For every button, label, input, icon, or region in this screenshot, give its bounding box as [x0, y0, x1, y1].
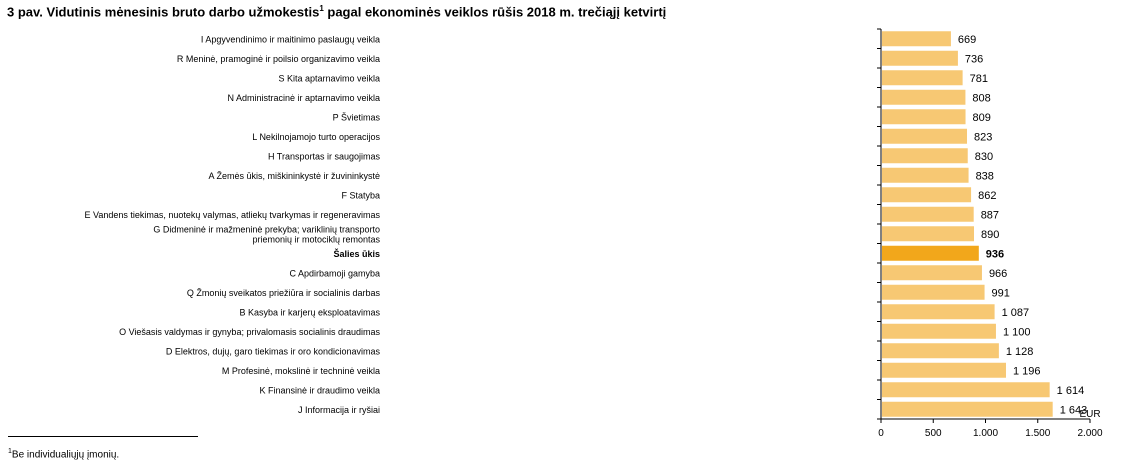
bar [882, 90, 965, 105]
x-axis-label: EUR [1079, 409, 1101, 420]
value-label: 966 [988, 267, 1008, 280]
category-label: Q Žmonių sveikatos priežiūra ir socialinis darbas [186, 287, 380, 298]
bar [882, 363, 1006, 378]
category-label: L Nekilnojamojo turto operacijos [252, 131, 380, 142]
value-label: 862 [978, 189, 997, 202]
value-label: 1 643 [1059, 404, 1088, 417]
bar [882, 109, 966, 124]
bar [882, 304, 995, 319]
value-label: 823 [974, 131, 993, 144]
value-label: 838 [975, 170, 994, 183]
value-label: 887 [980, 209, 1000, 222]
value-label: 1 087 [1001, 306, 1030, 319]
bar [882, 51, 958, 66]
category-label: C Apdirbamoji gamyba [289, 268, 380, 279]
bar [882, 324, 996, 339]
category-label: G Didmeninė ir mažmeninė prekyba; variklinių transporto [153, 224, 380, 235]
bar [882, 207, 974, 222]
x-tick-label: 500 [924, 428, 942, 439]
bar [882, 148, 968, 163]
value-label: 830 [974, 150, 994, 163]
category-label: A Žemės ūkis, miškininkystė ir žuvininkystė [208, 170, 380, 181]
value-label: 809 [972, 111, 991, 124]
x-tick-label: 0 [878, 428, 884, 439]
bar [882, 246, 979, 261]
category-label: E Vandens tiekimas, nuotekų valymas, atliekų tvarkymas ir regeneravimas [84, 209, 380, 220]
footnote-divider [8, 436, 198, 437]
category-label: F Statyba [341, 190, 380, 201]
value-label: 781 [969, 72, 988, 85]
category-label: O Viešasis valdymas ir gynyba; privalomasis socialinis draudimas [119, 326, 380, 337]
value-label: 1 614 [1056, 384, 1085, 397]
value-label: 669 [957, 33, 977, 46]
bar [882, 70, 963, 85]
bar [882, 382, 1050, 397]
category-label: B Kasyba ir karjerų eksploatavimas [239, 307, 380, 318]
footnote-text: Be individualiųjų įmonių. [11, 449, 120, 461]
category-label: P Švietimas [332, 112, 380, 123]
value-label: 736 [964, 53, 984, 66]
category-label: N Administracinė ir aptarnavimo veikla [227, 92, 380, 103]
chart-title-footnote-mark: 1 [319, 4, 324, 13]
category-label: J Informacija ir ryšiai [297, 404, 380, 415]
category-label: S Kita aptarnavimo veikla [278, 73, 380, 84]
bar [882, 31, 951, 46]
chart-title-main: 3 pav. Vidutinis mėnesinis bruto darbo užmokestis [7, 4, 320, 20]
value-label: 890 [981, 228, 1000, 241]
category-label: H Transportas ir saugojimas [267, 151, 380, 162]
footnote-mark: 1 [8, 448, 12, 455]
value-label: 991 [991, 287, 1010, 300]
bar [882, 129, 967, 144]
bar [882, 402, 1053, 417]
category-label: R Meninė, pramoginė ir poilsio organizavimo veikla [176, 53, 380, 64]
x-tick-label: 1.500 [1025, 428, 1051, 439]
bar [882, 168, 969, 183]
value-label: 808 [972, 92, 991, 105]
chart-title-rest: pagal ekonominės veiklos rūšis 2018 m. trečiąjį ketvirtį [323, 4, 667, 20]
footnote [8, 448, 119, 460]
value-label: 1 196 [1012, 365, 1041, 378]
category-label: D Elektros, dujų, garo tiekimas ir oro kondicionavimas [165, 346, 380, 357]
value-label: 1 100 [1002, 326, 1031, 339]
bar [882, 187, 971, 202]
bar [882, 343, 999, 358]
category-label: M Profesinė, mokslinė ir techninė veikla [221, 365, 380, 376]
category-label: Šalies ūkis [333, 248, 380, 259]
x-tick-label: 1.000 [972, 428, 999, 439]
category-label: I Apgyvendinimo ir maitinimo paslaugų veikla [200, 34, 380, 45]
category-label: priemonių ir motociklų remontas [252, 234, 380, 245]
bar [882, 265, 982, 280]
x-tick-label: 2.000 [1077, 428, 1103, 439]
category-label: K Finansinė ir draudimo veikla [259, 385, 380, 396]
value-label: 1 128 [1005, 345, 1034, 358]
value-label: 936 [985, 248, 1005, 261]
bar [882, 285, 985, 300]
bar [882, 226, 974, 241]
